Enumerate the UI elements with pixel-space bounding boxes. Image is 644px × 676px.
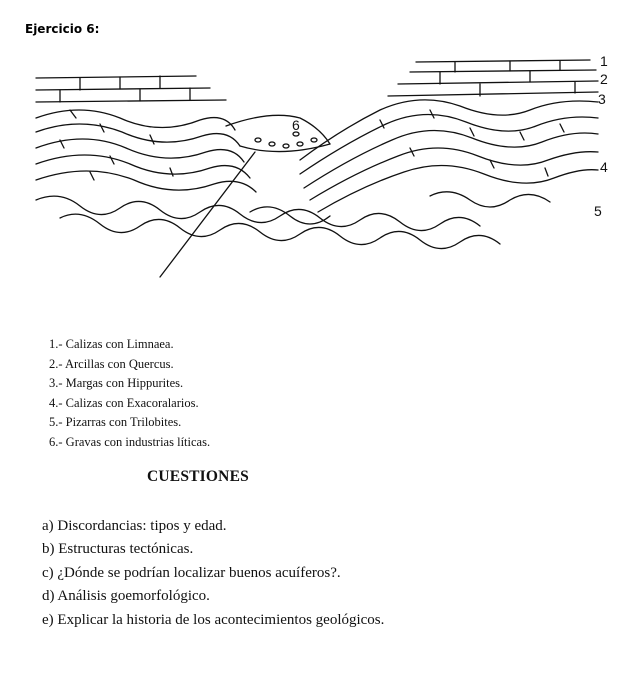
- label-5: 5: [594, 203, 602, 219]
- question-item: b) Estructuras tectónicas.: [42, 541, 194, 558]
- legend-item: 3.- Margas con Hippurites.: [49, 376, 184, 391]
- label-3: 3: [598, 91, 606, 107]
- questions-heading: CUESTIONES: [147, 468, 249, 485]
- label-6: 6: [292, 117, 300, 133]
- legend-item: 6.- Gravas con industrias líticas.: [49, 434, 211, 449]
- label-2: 2: [600, 71, 608, 87]
- questions-list: [42, 515, 384, 632]
- valley-gravel-fill: [226, 115, 330, 151]
- legend-list: [49, 335, 210, 453]
- exercise-title: Ejercicio 6:: [25, 22, 100, 36]
- right-horizontal-strata: [388, 60, 598, 96]
- folded-strata-right: [300, 100, 598, 212]
- label-4: 4: [600, 159, 608, 175]
- left-horizontal-strata: [36, 76, 226, 102]
- folded-strata-left: [36, 110, 256, 192]
- legend-item: 2.- Arcillas con Quercus.: [49, 356, 174, 371]
- legend-item: 4.- Calizas con Exacoralarios.: [49, 395, 199, 410]
- question-item: d) Análisis goemorfológico.: [42, 588, 210, 605]
- legend-item: 5.- Pizarras con Trilobites.: [49, 415, 182, 430]
- geological-cross-section: [0, 40, 644, 285]
- question-item: e) Explicar la historia de los acontecimientos geológicos.: [42, 611, 385, 628]
- question-item: c) ¿Dónde se podrían localizar buenos acuíferos?.: [42, 564, 341, 581]
- label-1: 1: [600, 53, 608, 69]
- question-item: a) Discordancias: tipos y edad.: [42, 518, 227, 534]
- legend-item: 1.- Calizas con Limnaea.: [49, 337, 174, 351]
- basement-slates: [36, 192, 550, 249]
